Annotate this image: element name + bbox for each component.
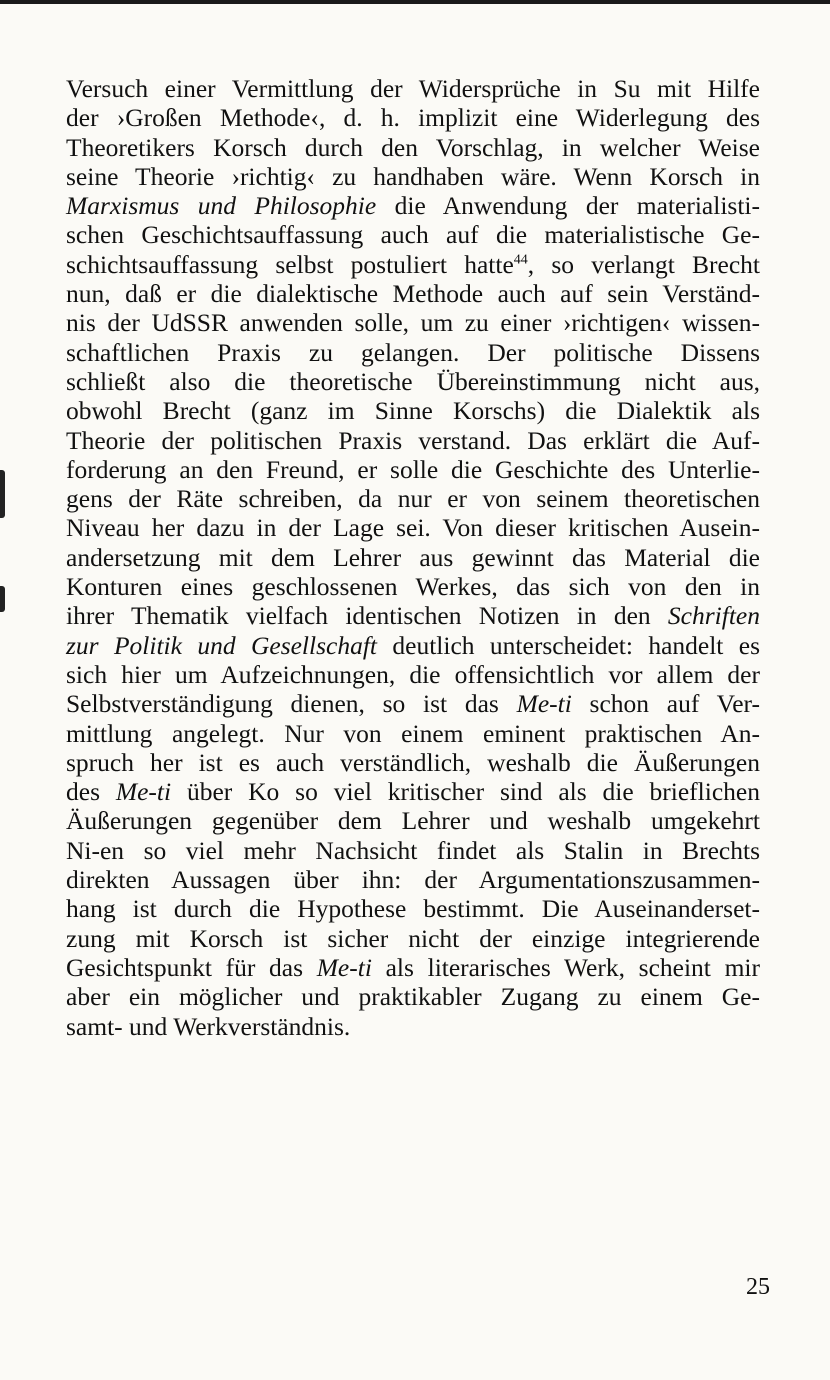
text-line	[66, 220, 760, 249]
text-run: schon auf Ver-	[571, 689, 760, 719]
text-run: schließt also die theoretische Übereinstimmung nicht aus,	[66, 366, 760, 396]
text-run: forderung an den Freund, er solle die Geschichte des Unterlie-	[66, 454, 760, 484]
text-line	[66, 836, 760, 865]
italic-title: Me-ti	[516, 689, 572, 719]
text-run: die Anwendung der materialisti-	[376, 191, 760, 221]
footnote-marker: 44	[513, 252, 528, 268]
italic-title: Marxismus und Philosophie	[66, 191, 377, 221]
text-run: samt- und Werkverständnis.	[66, 1011, 351, 1041]
text-run: Selbstverständigung dienen, so ist das	[66, 689, 517, 719]
text-line	[66, 806, 760, 835]
text-line	[66, 426, 760, 455]
text-run: Theorie der politischen Praxis verstand. Das erklärt die Auf-	[66, 425, 760, 455]
text-run: des	[66, 777, 116, 807]
italic-title: Schriften	[667, 601, 760, 631]
italic-title: Me-ti	[316, 952, 372, 982]
text-line	[66, 543, 760, 572]
italic-title: zur Politik und Gesellschaft	[66, 630, 378, 660]
text-run: , so verlangt Brecht	[527, 249, 760, 279]
text-run: schen Geschichtsauffassung auch auf die materialistische Ge-	[66, 220, 760, 250]
text-run: Versuch einer Vermittlung der Widersprüche in Su mit Hilfe	[66, 74, 760, 103]
text-run: nis der UdSSR anwenden solle, um zu einer ›richtigen‹ wissen-	[66, 308, 760, 338]
text-run: mittlung angelegt. Nur von einem eminent praktischen An-	[66, 718, 760, 748]
text-line	[66, 572, 760, 601]
text-run: sich hier um Aufzeichnungen, die offensichtlich vor allem der	[66, 659, 760, 689]
text-run: Äußerungen gegenüber dem Lehrer und weshalb umgekehrt	[66, 806, 760, 836]
text-run: Ni-en so viel mehr Nachsicht findet als Stalin in Brechts	[66, 835, 760, 865]
text-line	[66, 865, 760, 894]
text-line	[66, 1012, 760, 1041]
text-run: schichtsauffassung selbst postuliert hatte	[66, 249, 514, 279]
text-line	[66, 924, 760, 953]
text-run: der ›Großen Methode‹, d. h. implizit eine Widerlegung des	[66, 103, 760, 133]
text-line	[66, 748, 760, 777]
text-run: über Ko so viel kritischer sind als die brieflichen	[171, 777, 760, 807]
scan-margin-mark	[0, 470, 5, 518]
text-line	[66, 601, 760, 630]
scan-margin-mark	[0, 586, 5, 612]
text-run: Theoretikers Korsch durch den Vorschlag, in welcher Weise	[66, 132, 760, 162]
text-line	[66, 338, 760, 367]
text-line	[66, 103, 760, 132]
text-run: schaftlichen Praxis zu gelangen. Der politische Dissens	[66, 337, 760, 367]
text-line	[66, 777, 760, 806]
text-run: direkten Aussagen über ihn: der Argumentationszusammen-	[66, 865, 760, 895]
text-line	[66, 484, 760, 513]
text-line	[66, 133, 760, 162]
italic-title: Me-ti	[115, 777, 172, 807]
page-number: 25	[746, 1274, 770, 1300]
text-run: ihrer Thematik vielfach identischen Notizen in den	[66, 601, 668, 631]
text-line	[66, 513, 760, 542]
text-run: als literarisches Werk, scheint mir	[371, 952, 760, 982]
text-line	[66, 191, 760, 220]
text-line	[66, 719, 760, 748]
text-run: zung mit Korsch ist sicher nicht der einzige integrierende	[66, 923, 760, 953]
text-line	[66, 74, 760, 103]
scan-top-edge	[0, 0, 830, 4]
text-run: Gesichtspunkt für das	[66, 952, 317, 982]
text-run: spruch her ist es auch verständlich, weshalb die Äußerungen	[66, 747, 760, 777]
text-line	[66, 631, 760, 660]
text-run: Niveau her dazu in der Lage sei. Von dieser kritischen Ausein-	[66, 513, 760, 543]
text-line	[66, 982, 760, 1011]
text-line	[66, 279, 760, 308]
text-line	[66, 396, 760, 425]
text-line	[66, 162, 760, 191]
text-line	[66, 660, 760, 689]
text-run: hang ist durch die Hypothese bestimmt. Die Auseinanderset-	[66, 894, 760, 924]
text-run: aber ein möglicher und praktikabler Zugang zu einem Ge-	[66, 982, 760, 1012]
text-run: deutlich unterscheidet: handelt es	[377, 630, 761, 660]
text-line	[66, 308, 760, 337]
text-run: andersetzung mit dem Lehrer aus gewinnt das Material die	[66, 542, 760, 572]
text-line	[66, 689, 760, 718]
text-run: obwohl Brecht (ganz im Sinne Korschs) die Dialektik als	[66, 396, 760, 426]
text-run: nun, daß er die dialektische Methode auch auf sein Verständ-	[66, 279, 760, 309]
text-line	[66, 953, 760, 982]
text-line	[66, 250, 760, 279]
text-line	[66, 455, 760, 484]
text-run: Konturen eines geschlossenen Werkes, das sich von den in	[66, 572, 760, 602]
text-line	[66, 367, 760, 396]
text-run: gens der Räte schreiben, da nur er von seinem theoretischen	[66, 484, 760, 514]
text-run: seine Theorie ›richtig‹ zu handhaben wäre. Wenn Korsch in	[66, 161, 760, 191]
text-line	[66, 894, 760, 923]
body-text	[66, 74, 760, 1041]
